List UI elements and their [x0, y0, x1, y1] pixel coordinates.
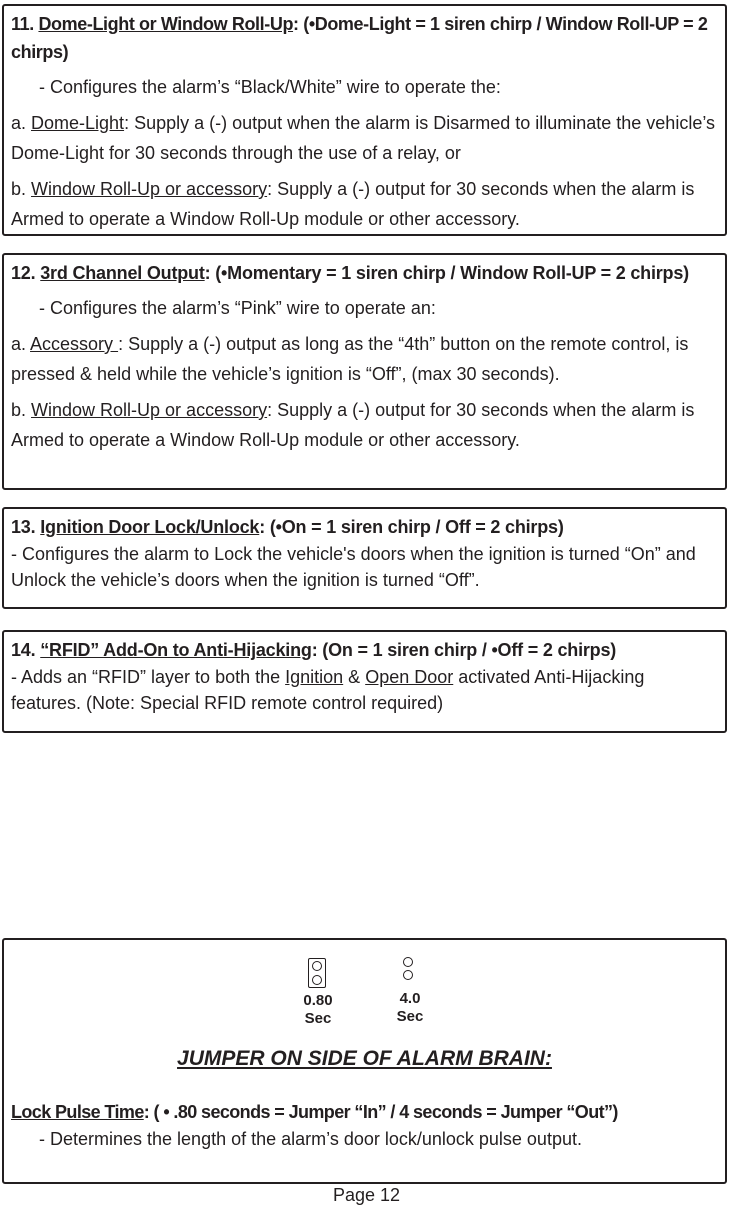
section-13-heading: [11, 513, 718, 541]
section-12-heading: [11, 259, 718, 287]
option-name: Window Roll-Up or accessory: [31, 400, 268, 420]
page-number: Page 12: [332, 1185, 401, 1205]
option-name: Window Roll-Up or accessory: [31, 179, 268, 199]
section-number: 12.: [11, 263, 36, 283]
option-name: Dome-Light: [31, 113, 125, 133]
option-text: : Supply a (-) output as long as the “4th” button on the remote control, is pressed & held while the vehicle’s ignition is “Off”, (max 30 seconds).: [11, 334, 689, 384]
section-description: [11, 664, 718, 716]
ignition-term: Ignition: [285, 667, 344, 687]
jumper-diagram: [294, 950, 454, 1030]
pin-icon: [403, 957, 413, 967]
section-11-box: [2, 4, 727, 236]
jumper-title: JUMPER ON SIDE OF ALARM BRAIN:: [177, 1047, 552, 1070]
option-a: [11, 108, 718, 168]
label-value: 4.0: [399, 990, 421, 1007]
jumper-in-label: [300, 992, 336, 1028]
section-settings: : (•Dome-Light = 1 siren chirp / Window Roll-UP = 2 chirps): [11, 14, 708, 62]
section-title: Dome-Light or Window Roll-Up: [38, 14, 294, 34]
jumper-out-label: [392, 990, 428, 1026]
section-title: Ignition Door Lock/Unlock: [40, 517, 260, 537]
pulse-heading: [11, 1098, 721, 1126]
jumper-box: [2, 938, 727, 1184]
option-prefix: b.: [11, 400, 32, 420]
lock-pulse-time: [11, 1098, 721, 1152]
description-text: - Adds an “RFID” layer to both the: [11, 667, 286, 687]
label-unit: Sec: [396, 1008, 424, 1025]
option-prefix: a.: [11, 113, 32, 133]
label-unit: Sec: [304, 1010, 332, 1027]
section-title: “RFID” Add-On to Anti-Hijacking: [40, 640, 312, 660]
section-description: - Configures the alarm’s “Pink” wire to operate an:: [39, 298, 436, 318]
pulse-description: - Determines the length of the alarm’s door lock/unlock pulse output.: [39, 1129, 582, 1149]
pin-icon: [403, 970, 413, 980]
section-description: - Configures the alarm to Lock the vehicle's doors when the ignition is turned “On” and Unlock the vehicle’s doors when the ignition is turned “Off”.: [11, 544, 696, 590]
option-a: [11, 329, 718, 389]
section-number: 13.: [11, 517, 36, 537]
section-number: 11.: [11, 14, 34, 34]
pulse-settings: : ( • .80 seconds = Jumper “In” / 4 seconds = Jumper “Out”): [143, 1102, 618, 1122]
option-text: : Supply a (-) output for 30 seconds when the alarm is Armed to operate a Window Roll-Up module or other accessory.: [11, 179, 695, 229]
option-prefix: b.: [11, 179, 32, 199]
option-b: [11, 174, 718, 234]
label-value: 0.80: [303, 992, 333, 1009]
section-14-heading: [11, 636, 718, 664]
section-number: 14.: [11, 640, 36, 660]
section-settings: : (On = 1 siren chirp / •Off = 2 chirps): [311, 640, 617, 660]
option-text: : Supply a (-) output for 30 seconds when the alarm is Armed to operate a Window Roll-Up module or other accessory.: [11, 400, 695, 450]
jumper-in-icon: [308, 958, 326, 988]
option-name: Accessory: [30, 334, 119, 354]
option-text: : Supply a (-) output when the alarm is Disarmed to illuminate the vehicle’s Dome-Light for 30 seconds through the use of a relay, or: [11, 113, 716, 163]
section-settings: : (•Momentary = 1 siren chirp / Window Roll-UP = 2 chirps): [204, 263, 689, 283]
option-b: [11, 395, 718, 455]
section-title: 3rd Channel Output: [40, 263, 205, 283]
jumper-out-icon: [400, 955, 416, 981]
section-11-heading: [11, 10, 718, 66]
description-text: &: [343, 667, 366, 687]
section-14-box: [2, 630, 727, 733]
pin-icon: [312, 975, 322, 985]
pulse-title: Lock Pulse Time: [11, 1102, 144, 1122]
section-13-box: [2, 507, 727, 609]
section-settings: : (•On = 1 siren chirp / Off = 2 chirps): [259, 517, 564, 537]
section-12-box: [2, 253, 727, 490]
option-prefix: a.: [11, 334, 31, 354]
section-description: - Configures the alarm’s “Black/White” wire to operate the:: [39, 77, 501, 97]
open-door-term: Open Door: [365, 667, 454, 687]
description-text: activated Anti-Hijacking features. (Note: Special RFID remote control required): [11, 667, 645, 713]
pin-icon: [312, 961, 322, 971]
